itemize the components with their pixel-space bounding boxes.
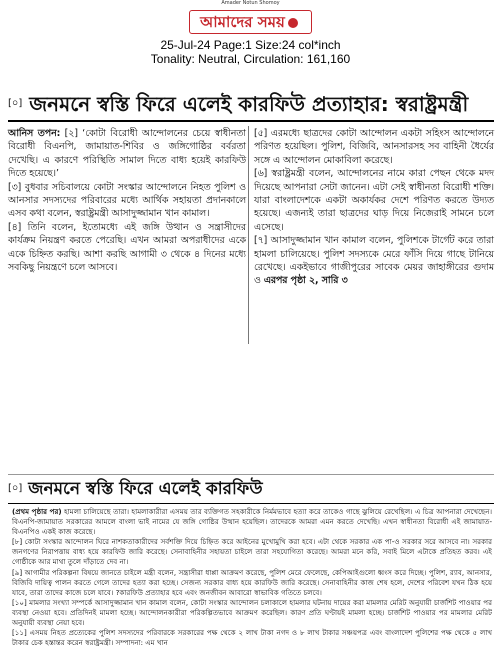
paragraph-5: [৫] এরমধ্যে ছাত্রদের কোটা আন্দোলন একটা সহিংস আন্দোলনে পরিণত হয়েছিল। পুলিশ, বিজিবি, আনসারসহ সব বাহিনী ধৈর্যের সঙ্গে এ আন্দোলন মোকাবিলা করেছে। — [254, 128, 494, 166]
continuation-intro-text: হামলা চালিয়েছে তারা। হামলাকারীরা এসময় তার ব্যক্তিগত সহকারীকে নির্মমভাবে হত্যা করে তাকেও গাছে ঝুলিয়ে রেখেছিল। এ চিত্র আপনারা দেখেছেন। বিএনপি-জামায়াত সরকারের আমলে বাংলা ভাই নামের যে জঙ্গি গোষ্ঠির উত্থান হয়েছিল। তাদেরকে আমরা এমন করতে দেখেছি। এখন স্বাধীনতা বিরোধী এই জামায়াত-বিএনপিও একই কাজ করেছে। — [12, 507, 492, 537]
paragraph-2: [২] ‘কোটা বিরোধী আন্দোলনের চেয়ে স্বাধীনতা বিরোধী বিএনপি, জামায়াত-শিবির ও জঙ্গিগোষ্ঠির বর্বরতা দেখেছি। এ কারণে পরিস্থিতি সামাল দিতে বাধ্য হয়েই কারফিউ দিতে হয়েছে।’ — [8, 128, 246, 180]
logo-text: আমাদের সময় — [200, 13, 285, 31]
headline-marker: [০] — [8, 98, 23, 109]
newspaper-logo — [189, 10, 312, 34]
paragraph-6: [৬] স্বরাষ্ট্রমন্ত্রী বলেন, আন্দোলনের নামে কারা পেছন থেকে মদদ দিয়েছে আপনারা সেটা জানেন। এটা সেই স্বাধীনতা বিরোধী শক্তি। যারা বাংলাদেশকে একটা অকার্যকর দেশে পরিণত করতে উদ্যত হয়েছে। এজন্যই তারা ছাত্রদের ঘাড় দিয়ে নিজেরাই সামনে চলে এসেছে। — [254, 168, 494, 233]
byline: আনিস তপন: — [8, 128, 61, 139]
masthead — [0, 0, 501, 36]
article-right-column — [254, 127, 494, 288]
continuation-body — [12, 507, 492, 648]
continued-note: এরপর পৃষ্ঠা ২, সারি ৩ — [263, 275, 348, 287]
paragraph-8: [৮] কোটা সংস্কার আন্দোলন ঘিরে নাশকতাকারীদের সর্বশক্তি দিয়ে চিহ্নিত করে আইনের মুখোমুখি করা হবে। এটা থেকে সরকার এক পা-ও সরকার সরে আসবে না। সরকার জনগণের নিরাপত্তায় বাধ্য হয়ে কারফিউ জারি করেছে। সেনাবাহিনীর সহায়তা চাইলে তারা সহযোগিতা করেছে। আমরা মনে করি, সবাই মিলে এটাকে প্রতিহত করব। এই গোষ্ঠীকে আর মাথা তুলে দাঁড়াতে দেব না। — [12, 537, 492, 567]
continuation-marker: [০] — [8, 483, 23, 494]
paragraph-11: [১১] এসময় নিহত প্রত্যেকের পুলিশ সদস্যদের পরিবারকে সরকারের পক্ষ থেকে ২ লাখ টাকা নগদ ও ৮ লাখ টাকার সঞ্চয়পত্র এবং বাংলাদেশ পুলিশের পক্ষ থেকে ৫ লাখ টাকার চেক হস্তান্তর করেন স্বরাষ্ট্রমন্ত্রী। সম্পাদনা: এম খান — [12, 628, 492, 648]
continued-from-label: (প্রথম পৃষ্ঠার পর) — [12, 507, 62, 516]
section-separator — [8, 474, 494, 475]
clipping-meta-date-page: 25-Jul-24 Page:1 Size:24 col*inch — [160, 38, 341, 52]
paragraph-4: [৪] তিনি বলেন, ইতোমধ্যে এই জঙ্গি উত্থান ও সন্ত্রাসীদের কার্যক্রম নিয়ন্ত্রণ করতে পেরেছি। এখন আমরা অপরাধীদের একে একে চিহ্নিত করছি। আশা করছি আগামী ৩ থেকে ৪ দিনের মধ্যে সবকিছু নিয়ন্ত্রণে চলে আসবে। — [8, 221, 246, 274]
column-divider — [248, 126, 249, 344]
masthead-tagline: Amader Notun Shomoy — [221, 0, 280, 6]
paragraph-9: [৯] আগামীর পরিকল্পনা বিষয়ে জানতে চাইলে মন্ত্রী বলেন, সন্ত্রাসীরা ধাপ্পা আক্রমণ করেছে, পুলিশ মেরে ফেলেছে, কেপিআইগুলো ধ্বংস করে দিচ্ছে। পুলিশ, র‌্যাব, আনসার, বিজিবি দায়িত্ব পালন করতে গেলে তাদের হত্যা করা হচ্ছে। সেজন্য সরকার বাধ্য হয়ে কারফিউ জারি করেছে। সেনাবাহিনীর কাজ শেষ হলে, দেশের পরিবেশ যখন ঠিক হয়ে যাবে, তারা তাদের কাজে চলে যাবে। ?কারফিউ প্রত্যাহার হবে এবং জনজীবন আবারো স্বাভাবিক গতিতে চলবে। — [12, 567, 492, 597]
paragraph-10: [১০] মামলার সংখ্যা সম্পর্কে আসাদুজ্জামান খান কামাল বলেন, কোটা সংস্কার আন্দোলন চলাকালে হামলার ঘটনায় দায়ের করা মামলার মেরিট অনুযায়ী চার্জশিট পাওয়ার পর ব্যবস্থা নেওয়া হবে। প্রতিদিনই মামলা হচ্ছে। আন্দোলনকারীরা পরিকল্পিতভাবে আক্রমণ করেছিল। কারণ প্রতি ঘণ্টায়ই মামলা হচ্ছে। চার্জশিট পাওয়ার পর মামলার মেরিট অনুযায়ী ব্যবস্থা নেয়া হবে। — [12, 597, 492, 628]
paragraph-7 — [254, 234, 494, 288]
logo-emblem-icon — [288, 18, 298, 28]
article-paragraph — [8, 127, 246, 181]
paragraph-7-text: [৭] আসাদুজ্জামান খান কামাল বলেন, পুলিশকে টার্গেট করে তারা হামলা চালিয়েছে। পুলিশ সদস্যকে মেরে ফাঁসি দিয়ে গাছে টানিয়ে রেখেছে। একইভাবে গাজীপুরের সাবেক মেয়র জাহাঙ্গীরের গুদাম ও — [254, 235, 494, 287]
continuation-intro — [12, 507, 492, 537]
main-headline-text: জনমনে স্বস্তি ফিরে এলেই কারফিউ প্রত্যাহার: স্বরাষ্ট্রমন্ত্রী — [29, 92, 469, 116]
continuation-headline-text: জনমনে স্বস্তি ফিরে এলেই কারফিউ — [28, 479, 263, 499]
article-left-column — [8, 127, 246, 274]
continuation-headline — [8, 477, 494, 504]
clipping-meta-tonality: Tonality: Neutral, Circulation: 161,160 — [150, 52, 351, 66]
paragraph-3: [৩] বুধবার সচিবালয়ে কোটা সংস্কার আন্দোলনে নিহত পুলিশ ও আনসার সদস্যদের পরিবারের মধ্যে আর্থিক সহায়তা প্রদানকালে এসব কথা বলেন, স্বরাষ্ট্রমন্ত্রী আসাদুজ্জামান খান কামাল। — [8, 181, 246, 220]
main-headline — [8, 90, 494, 122]
